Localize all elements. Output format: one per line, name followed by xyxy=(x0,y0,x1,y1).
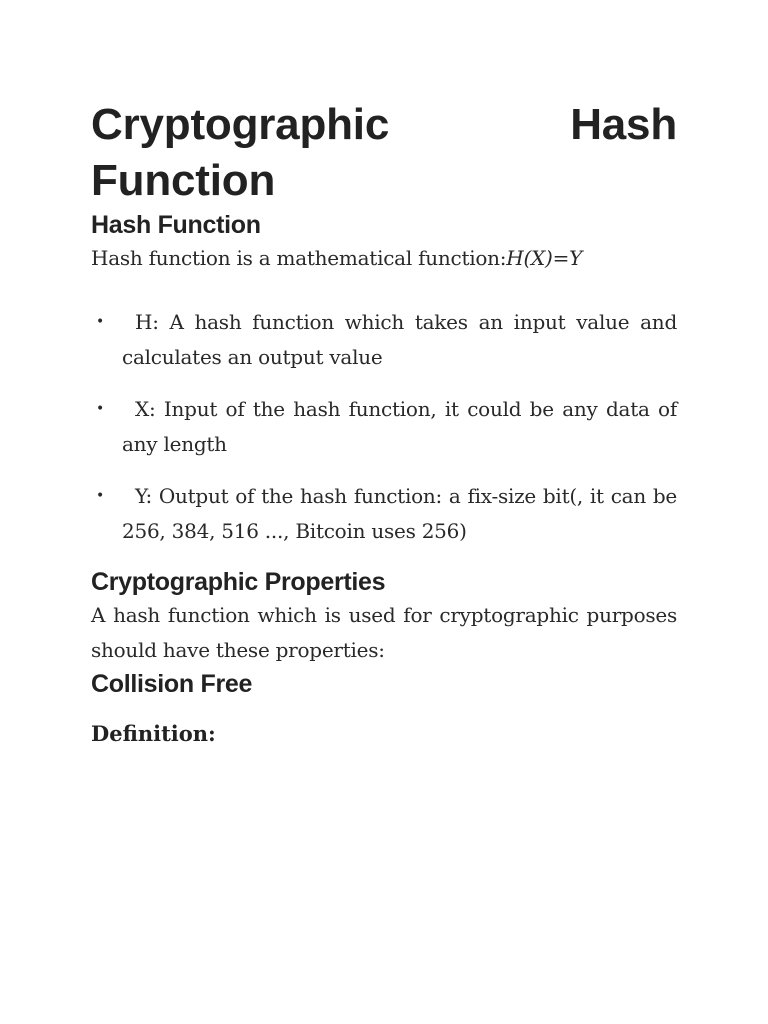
list-item xyxy=(96,392,677,462)
definition-label: Definition: xyxy=(91,721,216,746)
page-title: Cryptographic Hash Function xyxy=(91,100,677,205)
list-item xyxy=(96,479,677,549)
section-heading-hash-function: Hash Function xyxy=(91,211,261,239)
intro-formula: H(X)=Y xyxy=(506,246,583,270)
list-item-text: X: Input of the hash function, it could be any data of any length xyxy=(122,397,677,456)
bullet-marker: • xyxy=(96,314,105,330)
intro-text: Hash function is a mathematical function: xyxy=(91,246,507,270)
hash-definition-list xyxy=(91,305,677,549)
list-item-text: H: A hash function which takes an input value and calculates an output value xyxy=(122,310,677,369)
cryptographic-properties-text: A hash function which is used for cryptographic purposes should have these properties: xyxy=(91,603,677,662)
bullet-marker: • xyxy=(96,488,105,504)
hash-function-intro xyxy=(91,241,677,276)
list-item xyxy=(96,305,677,375)
bullet-marker: • xyxy=(96,401,105,417)
list-item-text: Y: Output of the hash function: a fix-size bit(, it can be 256, 384, 516 ..., Bitcoin uses 256) xyxy=(122,484,677,543)
section-heading-collision-free: Collision Free xyxy=(91,670,253,698)
section-heading-cryptographic-properties: Cryptographic Properties xyxy=(91,568,386,596)
